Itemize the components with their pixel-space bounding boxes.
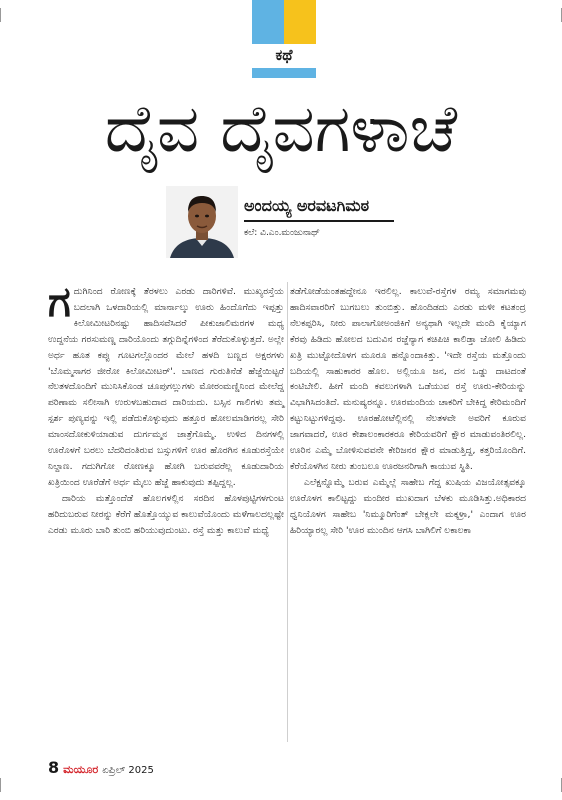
column-divider [287,282,288,742]
author-name: ಅಂದಯ್ಯ ಅರವಟಗಿಮಠ [244,196,370,215]
author-photo [166,186,238,258]
issue-date: ಏಪ್ರಿಲ್ 2025 [102,765,154,776]
story-title: ದೈವ ದೈವಗಳಾಚೆ [104,90,458,167]
section-label: ಕಥೆ [275,46,293,64]
paragraph: ಎಲೆಕ್ಷನ್ನೊಮ್ಮೆ ಬರುವ ಎಮ್ಮೆಲ್ಲೆ ಸಾಹೇಬ ಗೆದ್ದ ಖುಷಿಯ ವಿಜಯೋತ್ಸವಕ್ಕೂ ಊರೊಳಗ ಕಾಲಿಟ್ಟದ್ದು ಮಂದೀರ ಮುಖದಾಗ ಬೆಳಕು ಮೂಡಿಸಿತ್ತು.ಅಧಿಕಾರದ ಧ್ವನಿಯೊಳಗ ಸಾಹೇಬ 'ನಿಮ್ಮೂರಿಗೆಂತ್ ಬೇಕ್ಲಲೇ ಮಕ್ಕಳ್ರಾ,' ಎಂದಾಗ ಊರ ಹಿರಿಯ್ಯಾರಲ್ಲ ಸೇರಿ 'ಊರ ಮುಂದಿನ ಆಗಸಿ ಬಾಗಿಲಿಗೆ ಲಕಾಲಕಾ [290,476,526,536]
accent-block-blue [252,0,284,44]
paragraph: ತಡೆಗೋಡೆಯಂತಹದ್ದೇನೂ ಇರಲಿಲ್ಲ. ಕಾಲುವೆ-ರಸ್ತೆಗಳ ರಮ್ಯ ಸಮಾಗಮವು ಹಾದಿಸವಾರರಿಗೆ ಬುಗಬಲು ತುಂಬಿತ್ತು. ಹೊಂದಿಡದು ಎರಡು ಮಳೀ ಕಟತಂದ್ರ ನೆಲಕಪ್ಪರಿಸಿ, ನೀರು ಪಾಲಾಗೋಅಂಜಿಕಿಗೆ ಅನ್ಯಥಾಗಿ ಇಲ್ಲದೇ ಮಂದಿ ಕೈಯ್ಯಾಗ ಕೆರವು ಹಿಡಿದು ಹೋಲದ ಬದುವಿನ ರಜ್ಜೆನ್ಯಾಗ ಕಚಿಪಿಚಿ ಕಾಲಿಡ್ತಾ ಜೋಲಿ ಹಿಡಿದು ಖತ್ರಿ ಮುಟ್ಟೋದೊಳಗ ಮೂರೂ ಹನ್ನೊಂದಾಕಿತ್ತು. 'ಇದೇ ರಸ್ತೆಯ ಮತ್ತೊಂದು ಬದಿಯಲ್ಲಿ ಸಾಹುಕಾರರ ಹೊಲ. ಅಲ್ಲಿಯೂ ಜನ, ದನ ಒಡ್ಡು ದಾಟದಂತೆ ಕಂಟಿಬೇಲಿ. ಹೀಗೆ ಮಂದಿ ಕವಲುಗಳಾಗಿ ಒಡೆಯುವ ರಸ್ತೆ ಊರು-ಕೇರಿಯನ್ನು ವಿಭಾಗಿಸಿದಂತಿದೆ. ಮನುಷ್ಯರನ್ನೂ. ಊರಮಂದಿಯ ಚಾಕರಿಗೆ ಬೇಕಿದ್ದ ಕೇರಿಮಂದಿಗೆ ಕಟ್ಟುನಿಟ್ಟುಗಳಿದ್ದವು. ಊರಹೋಟೆಲ್ಲಿನಲ್ಲಿ ನೆಲತಳವೇ ಅವರಿಗೆ ಕೂರುವ ಜಾಗವಾದರೆ, ಊರ ಕೇಶಾಲಂಕಾರಕರೂ ಕೇರಿಯವರಿಗೆ ಕ್ಷೌರ ಮಾಡುವಂತಿರಲಿಲ್ಲ. ಊರಿನ ಎಮ್ಮೆ ಬೋಳಿಸುವವನೇ ಕೇರಿಜನರ ಕ್ಷೌರ ಮಾಡುತ್ತಿದ್ದ, ಕತ್ತರಿಯೊಂದಿಗೆ. ಕೆರೆಯೊಳಗಿನ ನೀರು ತುಂಬಲೂ ಊರಜನರಿಗಾಗಿ ಕಾಯುವ ಸ್ಥಿತಿ. [290,286,526,472]
paragraph: ಗದುಗಿನಿಂದ ರೋಣಕ್ಕೆ ತೆರಳಲು ಎರಡು ದಾರಿಗಳಿವೆ. ಮುಖ್ಯರಸ್ತೆಯ ಬದಲಾಗಿ ಒಳದಾರಿಯಲ್ಲಿ ಮಾರ್ನಾಲ್ಕು ಊರು ಹಿಂದೊಗೆದು ಇಪ್ಪತ್ತು ಕಿಲೋಮೀಟರಿನಷ್ಟು ಹಾದಿಸವೆಸಿದರೆ ಪೀಕುಜಾಲಿಮರಗಳ ಮಧ್ಯ ಉದ್ದನೆಯ ಗರಸುಮಣ್ಣ ದಾರಿಯೊಂದು ತಗ್ಗುದಿನ್ನೆಗಳಿಂದ ತೆರೆದುಕೊಳ್ಳುತ್ತದೆ. ಅಲ್ಲೇ ಅರ್ಧ ಹೂತ ಕಪ್ಪು ಗೂಟಗಲ್ಲೊಂದರ ಮೇಲೆ ಹಳದಿ ಬಣ್ಣದ ಅಕ್ಷರಗಳು 'ಬೊಮ್ಮಸಾಗರ ಜೀರೋ ಕಿಲೋಮೀಟರ್'. ಬಾಣದ ಗುರುತಿನೆಡೆ ಹೆಜ್ಜೆಯಿಟ್ಟರೆ ನೆಲತಳದೊಂದಿಗೆ ಮುನಿಸಿಕೊಂಡ ಚೂಪುಗಲ್ಲುಗಳು ಮೋರಂಮಣ್ಣಿನಿಂದ ಮೇಲೆದ್ದ ಪರಿಣಾಮ ಸಲೀಸಾಗಿ ಉರುಳಬಹುದಾದ ದಾರಿಯದು. ಬಸ್ಸಿನ ಗಾಲಿಗಳು ತಮ್ಮ ಸ್ಪರ್ಶ ಪುಣ್ಯವನ್ನು ಇಲ್ಲಿ ಪಡೆದುಕೊಳ್ಳುವುದು ಹತ್ತೂರ ಹೋಲಮಾಡಿಗರಲ್ಲ ಸೇರಿ ಮಾಂಸದೋಕುಳಿಯಾಡುವ ದುರ್ಗಮ್ಮನ ಜಾತ್ರೆಗೊಮ್ಮೆ. ಉಳಿದ ದಿನಗಳಲ್ಲಿ ಊರೊಳಗೆ ಬರಲು ಬೆದರಿದಂತಿರುವ ಬಸ್ಸುಗಳಿಗೆ ಊರ ಹೊರಗಿನ ಕೂಡುರಸ್ತೆಯೇ ನಿಲ್ದಾಣ. ಗದುಗಿಗೋ ರೋಣಕ್ಕೂ ಹೋಗಿ ಬರುವವರೆಲ್ಲ ಕೂಡುದಾರಿಯ ಖತ್ರಿಯಿಂದ ಊರೆಡೆಗೆ ಅರ್ಧ ಮೈಲು ಹೆಜ್ಜೆ ಹಾಕುವುದು ತಪ್ಪಿದ್ದಲ್ಲ. [48,277,284,488]
page-number: 8 [48,758,60,777]
article-column-left [48,277,284,539]
accent-bar-blue [252,68,316,78]
paragraph: ದಾರಿಯ ಮತ್ತೊಂದೆಡೆ ಹೊಲಗಳಲ್ಲಿನ ಸರದಿನ ಹೊಳಪುಟ್ಟಿಗಳಗುಂಟ ಹರಿದುಬರುವ ನೀರನ್ನು ಕೆರೆಗೆ ಹೊತ್ತೊಯ್ಯುವ ಕಾಲುವೆಯೊಂದು ಮಳೆಗಾಲದಲ್ಲಷ್ಟೇ ಎರಡು ಮೂರು ಬಾರಿ ತುಂಬಿ ಹರಿಯುವುದುಂಟು. ರಸ್ತೆ ಮತ್ತು ಕಾಲುವೆ ಮಧ್ಯೆ [48,492,284,536]
drop-cap: ಗ [48,277,71,326]
magazine-logo: ಮಯೂರ [63,763,99,776]
art-credit: ಕಲೆ: ವಿ.ಎಂ.ಮಂಜುನಾಥ್ [244,228,320,238]
author-rule [244,220,394,222]
crop-mark [0,8,1,22]
article-column-right [290,284,526,539]
crop-mark [0,778,1,792]
page-footer [48,758,154,777]
accent-block-yellow [284,0,316,44]
